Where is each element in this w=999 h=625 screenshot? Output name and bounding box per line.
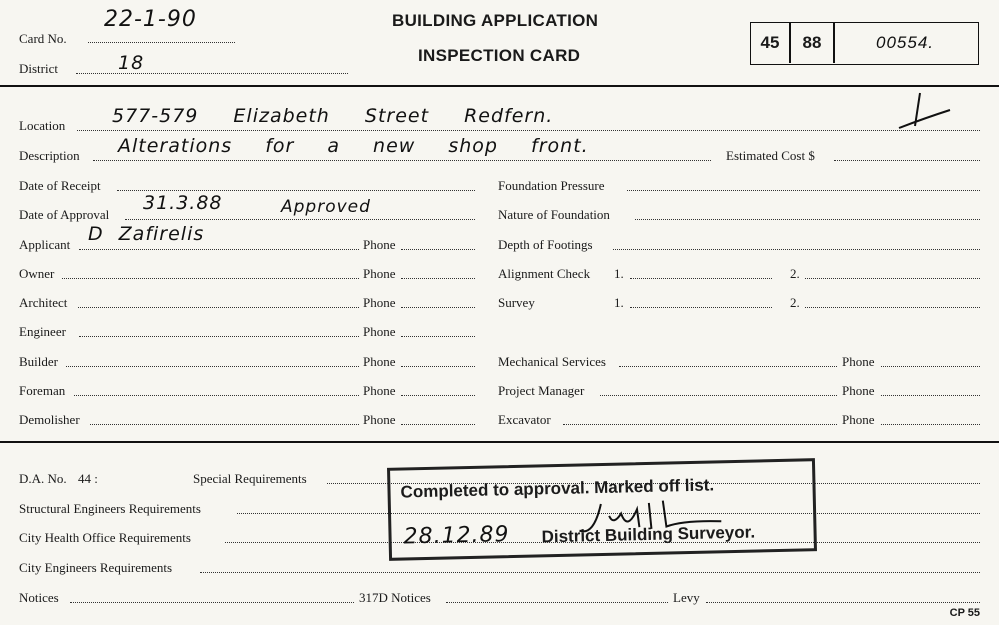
engineer-label: Engineer [19, 324, 66, 339]
notices-317d-dots [446, 602, 668, 603]
foundation-pressure-dots [627, 190, 980, 191]
excavator-dots [563, 424, 837, 425]
project-manager-phone-dots [881, 395, 980, 396]
depth-of-footings-label: Depth of Footings [498, 237, 593, 252]
architect-label: Architect [19, 295, 68, 310]
nature-of-foundation-dots [635, 219, 980, 220]
mechanical-services-label: Mechanical Services [498, 354, 606, 369]
builder-label: Builder [19, 354, 58, 369]
district-label: District [19, 61, 58, 76]
foreman-phone-label: Phone [363, 383, 396, 398]
description-label: Description [19, 148, 80, 163]
ref-cell-c: 00554. [876, 33, 934, 52]
survey-2-dots [805, 307, 980, 308]
description-value: Alterations for a new shop front. [118, 135, 589, 157]
date-of-receipt-dots [117, 190, 475, 191]
applicant-phone-label: Phone [363, 237, 396, 252]
description-dots [93, 160, 711, 161]
project-manager-label: Project Manager [498, 383, 585, 398]
foreman-label: Foreman [19, 383, 66, 398]
levy-label: Levy [673, 590, 700, 605]
excavator-phone-label: Phone [842, 412, 875, 427]
notices-317d-label: 317D Notices [359, 590, 431, 605]
architect-phone-label: Phone [363, 295, 396, 310]
survey-2-label: 2. [790, 295, 800, 310]
depth-of-footings-dots [613, 249, 980, 250]
survey-1-dots [630, 307, 772, 308]
title-line2: INSPECTION CARD [418, 46, 581, 65]
location-dots [77, 130, 980, 131]
middle-divider [0, 441, 999, 443]
stamp-line1: Completed to approval. Marked off list. [400, 475, 715, 502]
alignment-check-2-label: 2. [790, 266, 800, 281]
date-of-receipt-label: Date of Receipt [19, 178, 101, 193]
foreman-dots [74, 395, 359, 396]
alignment-check-label: Alignment Check [498, 266, 591, 281]
applicant-phone-dots [401, 249, 475, 250]
demolisher-label: Demolisher [19, 412, 80, 427]
approval-note: Approved [281, 197, 371, 217]
stamp-date: 28.12.89 [403, 522, 510, 550]
engineer-phone-dots [401, 336, 475, 337]
architect-dots [78, 307, 359, 308]
builder-phone-dots [401, 366, 475, 367]
demolisher-phone-label: Phone [363, 412, 396, 427]
applicant-dots [79, 249, 359, 250]
notices-dots [70, 602, 354, 603]
excavator-phone-dots [881, 424, 980, 425]
engineer-phone-label: Phone [363, 324, 396, 339]
ref-cell-b: 88 [802, 33, 822, 52]
demolisher-phone-dots [401, 424, 475, 425]
card-no-dots [88, 42, 235, 43]
date-of-approval-value: 31.3.88 [143, 192, 223, 214]
project-manager-dots [600, 395, 837, 396]
estimated-cost-dots [834, 160, 980, 161]
applicant-label: Applicant [19, 237, 71, 252]
city-engineers-dots [200, 572, 980, 573]
city-engineers-label: City Engineers Requirements [19, 560, 173, 575]
alignment-check-1-dots [630, 278, 772, 279]
survey-1-label: 1. [614, 295, 624, 310]
card-no-value: 22-1-90 [104, 7, 197, 32]
notices-label: Notices [19, 590, 59, 605]
signature-mark [571, 493, 732, 542]
alignment-check-2-dots [805, 278, 980, 279]
survey-label: Survey [498, 295, 535, 310]
completion-stamp [387, 458, 817, 561]
owner-phone-label: Phone [363, 266, 396, 281]
title-line1: BUILDING APPLICATION [392, 11, 599, 30]
special-requirements-label: Special Requirements [193, 471, 307, 486]
reference-box [750, 22, 979, 65]
demolisher-dots [90, 424, 359, 425]
city-health-label: City Health Office Requirements [19, 530, 191, 545]
owner-phone-dots [401, 278, 475, 279]
date-of-approval-dots [125, 219, 475, 220]
levy-dots [706, 602, 980, 603]
applicant-value: D Zafirelis [88, 223, 205, 245]
da-no-label: D.A. No. [19, 471, 67, 486]
excavator-label: Excavator [498, 412, 551, 427]
owner-label: Owner [19, 266, 55, 281]
structural-engineers-label: Structural Engineers Requirements [19, 501, 201, 516]
district-value: 18 [118, 52, 145, 74]
builder-dots [66, 366, 359, 367]
owner-dots [62, 278, 359, 279]
check-mark [895, 88, 955, 133]
architect-phone-dots [401, 307, 475, 308]
project-manager-phone-label: Phone [842, 383, 875, 398]
foreman-phone-dots [401, 395, 475, 396]
foundation-pressure-label: Foundation Pressure [498, 178, 605, 193]
date-of-approval-label: Date of Approval [19, 207, 110, 222]
form-code: CP 55 [949, 607, 980, 619]
ref-cell-a: 45 [760, 33, 780, 52]
mechanical-services-dots [619, 366, 837, 367]
mechanical-services-phone-dots [881, 366, 980, 367]
estimated-cost-label: Estimated Cost $ [726, 148, 815, 163]
header-divider [0, 85, 999, 87]
engineer-dots [79, 336, 359, 337]
builder-phone-label: Phone [363, 354, 396, 369]
location-value: 577-579 Elizabeth Street Redfern. [112, 105, 554, 127]
nature-of-foundation-label: Nature of Foundation [498, 207, 610, 222]
da-no-value: 44 : [78, 471, 98, 486]
location-label: Location [19, 118, 66, 133]
stamp-line2: District Building Surveyor. [541, 522, 756, 547]
district-dots [76, 73, 348, 74]
card-no-label: Card No. [19, 31, 67, 46]
mechanical-services-phone-label: Phone [842, 354, 875, 369]
alignment-check-1-label: 1. [614, 266, 624, 281]
